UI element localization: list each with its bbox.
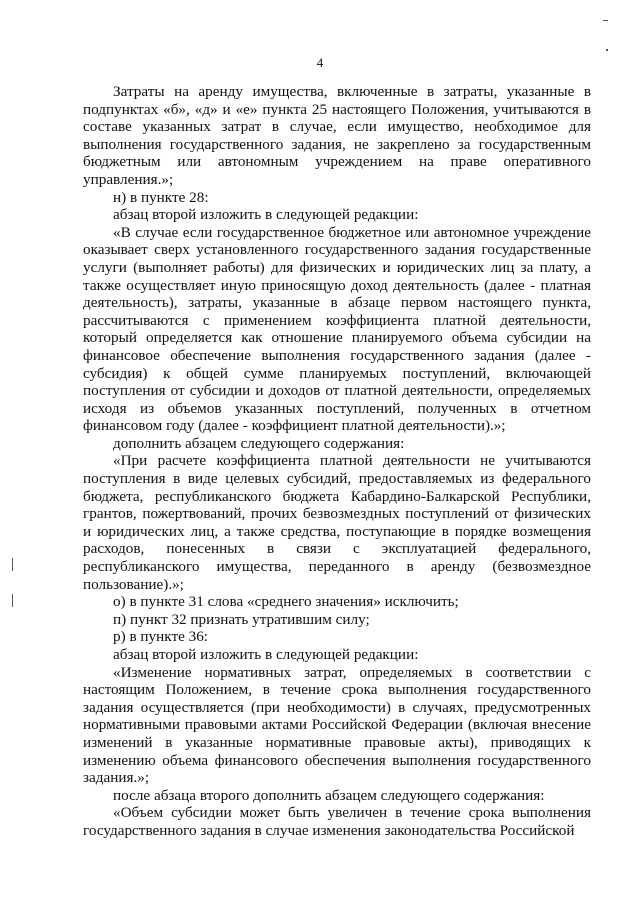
paragraph-coefficient-calc: «При расчете коэффициента платной деятельности не учитываются поступления в виде целевых субсидий, предоставляемых из федерального бюджета, республиканского бюджета Кабардино-Балкарской Республики, грантов, пожертвований, прочих безвозмездных поступлений от физических и юридических лиц, а также средства, поступающие в порядке возмещения расходов, понесенных в связи с эксплуатацией федерального, республиканского имущества, переданного в аренду (безвозмездное пользование).»;	[83, 452, 591, 593]
paragraph-instruction: абзац второй изложить в следующей редакции:	[113, 206, 419, 224]
paragraph-instruction: после абзаца второго дополнить абзацем следующего содержания:	[113, 786, 545, 804]
paragraph-item-o: о) в пункте 31 слова «среднего значения» исключить;	[113, 593, 459, 611]
scan-mark-left-2	[12, 594, 13, 607]
scan-mark-top-right	[603, 20, 608, 21]
document-body	[83, 83, 591, 840]
paragraph-paid-activity: «В случае если государственное бюджетное или автономное учреждение оказывает сверх установленного государственного задания государственные услуги (выполняет работы) для физических и юридических лиц за плату, а также осуществляет иную приносящую доход деятельность (далее - платная деятельность), затраты, указанные в абзаце первом настоящего пункта, рассчитываются с применением коэффициента платной деятельности, который определяется как отношение планируемого объема субсидии на финансовое обеспечение выполнения государственного задания (далее - субсидия) к общей сумме планируемых поступлений, включающей поступления от субсидии и доходов от платной деятельности, определяемых исходя из объемов указанных поступлений, полученных в отчетном финансовом году (далее - коэффициент платной деятельности).»;	[83, 223, 591, 435]
paragraph-instruction: дополнить абзацем следующего содержания:	[113, 434, 405, 452]
paragraph-rent-costs: Затраты на аренду имущества, включенные в затраты, указанные в подпунктах «б», «д» и «е» пункта 25 настоящего Положения, учитываются в составе указанных затрат в случае, если имущество, необходимое для выполнения государственного задания, не закреплено за государственным бюджетным или автономным учреждением на праве оперативного управления.»;	[83, 83, 591, 188]
scan-mark-left-1	[12, 558, 13, 571]
paragraph-item-r: р) в пункте 36:	[113, 628, 209, 646]
paragraph-item-n: н) в пункте 28:	[113, 188, 209, 206]
paragraph-instruction: абзац второй изложить в следующей редакции:	[113, 646, 419, 663]
paragraph-item-p: п) пункт 32 признать утратившим силу;	[113, 610, 370, 628]
scan-mark-right	[606, 49, 608, 51]
page-number: 4	[316, 55, 324, 70]
paragraph-normative-change: «Изменение нормативных затрат, определяемых в соответствии с настоящим Положением, в течение срока выполнения государственного задания осуществляется (при необходимости) в случаях, предусмотренных нормативными правовыми актами Российской Федерации (включая внесение изменений в указанные нормативные правовые акты), приводящих к изменению объема финансового обеспечения выполнения государственного задания.»;	[83, 663, 591, 787]
paragraph-subsidy-increase: «Объем субсидии может быть увеличен в течение срока выполнения государственного задания в случае изменения законодательства Российской	[83, 804, 591, 839]
